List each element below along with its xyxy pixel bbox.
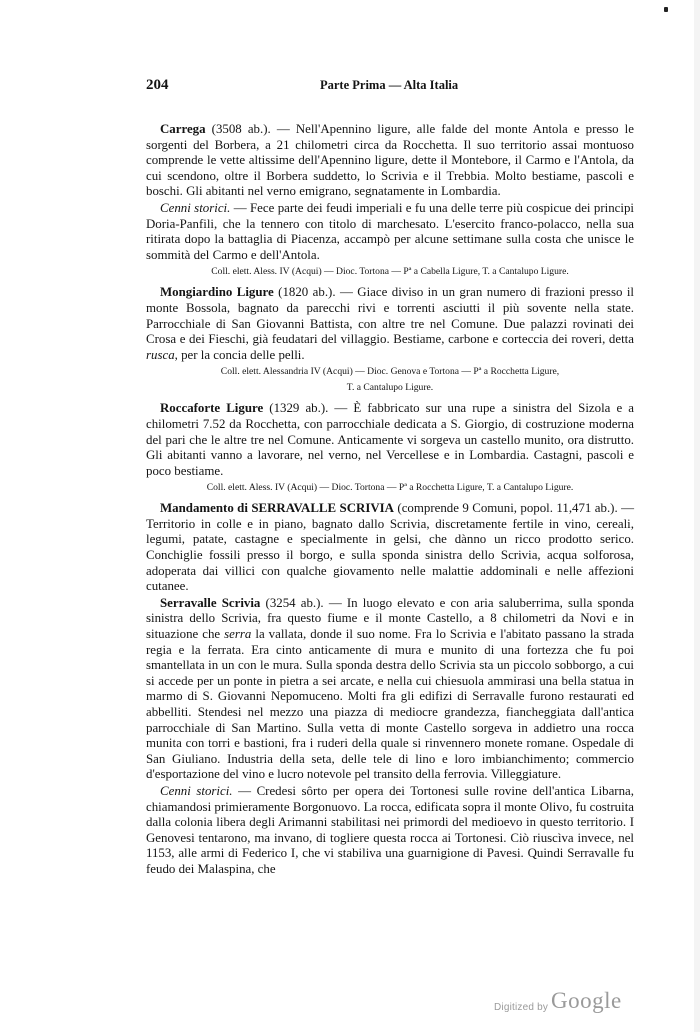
digitized-watermark <box>494 988 654 1018</box>
entry-name: Mandamento di SERRAVALLE SCRIVIA <box>160 501 394 516</box>
entry-text: — Credesi sôrto per opera dei Tortonesi sulle rovine dell'antica Libarna, chiamandosi primieramente Borgonuovo. La rocca, edificata sopra il monte Olivo, fu costruita dalla colonia libera degli Arimanni stabilitasi nei primordi del medioevo in questo territorio. I Genovesi tentarono, ma invano, di togliere questa rocca ai Tortonesi. Ciò riuscìva invece, nel 1153, alle armi di Federico I, che vi stabiliva una guarnigione di Pavesi. Quindi Serravalle fu feudo dei Malaspina, che <box>146 783 634 876</box>
google-logo: Google <box>551 988 622 1013</box>
entry-note: Coll. elett. Alessandria IV (Acqui) — Dioc. Genova e Tortona — Pª a Rocchetta Ligure, <box>220 366 560 378</box>
entry-note: Coll. elett. Aless. IV (Acqui) — Dioc. Tortona — Pª a Cabella Ligure, T. a Cantalupo Ligure. <box>211 266 569 278</box>
page-edge <box>694 0 700 1032</box>
entry-text: — Fece parte dei feudi imperiali e fu una delle terre più cospicue dei principi Doria-Panfili, che la tennero con titolo di marchesato. L'esercito franco-polacco, nella sua ritirata dopo la battaglia di Piacenza, accampò per alcune settimane sulla costa che unisce le sommità del Carmo e dell'Antola. <box>146 200 634 262</box>
entry-roccaforte <box>146 401 634 479</box>
entry-text: (3254 ab.). — In luogo elevato e con aria saluberrima, sulla sponda sinistra dello Scrivia, fra questo fiume e il monte Castello, a 8 chilometri da Novi e in situazione che <box>146 595 634 642</box>
page-header <box>146 77 634 97</box>
entry-carrega-history <box>146 201 634 263</box>
entry-text: , per la concia delle pelli. <box>174 347 305 362</box>
entry-serravalle <box>146 596 634 783</box>
entry-text: (1329 ab.). — È fabbricato sur una rupe a sinistra del Sizola e a chilometri 7.52 da Rocchetta, con parrocchiale dedicata a S. Giorgio, di costruzione moderna del pari che le altre tre nel Comune. Anticamente vi sorgeva un castello munito, ora distrutto. Gli abitanti vanno a lavorare, nel verno, nel Vercellese e in Lombardia. Castagni, pascoli e poco bestiame. <box>146 401 634 478</box>
entry-name: Serravalle Scrivia <box>160 595 261 610</box>
page-number: 204 <box>146 77 169 93</box>
italic-term: serra <box>224 627 252 642</box>
entry-text: la vallata, donde il suo nome. Fra lo Scrivia e l'abitato passano la strada regia e la ferrata. Era cinto anticamente di mura e munito di una fortezza che fu poi smantellata in un con le mura. Sulla sponda destra dello Scrivia sta un piccolo sobborgo, a cui si accede per un ponte in pietra a sei arcate, e nella cui chiesuola ammirasi una bella statua in marmo di S. Giovanni Nepomuceno. Molti fra gli edifizi di Serravalle furono restaurati ed abbelliti. Stendesi nel mezzo una piazza di mediocre grandezza, fiancheggiata dall'antica parrocchiale di San Martino. Sulla vetta di monte Castello sorgeva in addietro una rocca munita con torri e bastioni, fra i ruderi della quale si rinvennero monete romane. Ospedale di San Giuliano. Industria della seta, delle tele di lino e loro imbianchimento; commercio d'esportazione del vino e lucro notevole pel transito della ferrovia. Villeggiature. <box>146 627 634 782</box>
entry-text: (3508 ab.). — Nell'Apennino ligure, alle falde del monte Antola e presso le sorgenti del Borbera, a 21 chilometri circa da Rocchetta. Il suo territorio assai montuoso comprende le vette altissime dell'Apennino ligure, dette il Montebore, il Carmo e l'Antola, da cui scendono, oltre il Borbera suddetto, lo Scrivia e il Trebbia. Molto bestiame, pascoli e boschi. Gli abitanti nel verno emigrano, segnatamente in Lombardia. <box>146 122 634 199</box>
entry-carrega <box>146 122 634 200</box>
entry-name: Mongiardino Ligure <box>160 285 274 300</box>
entry-serravalle-history <box>146 784 634 878</box>
entry-text: (comprende 9 Comuni, popol. 11,471 ab.). — Territorio in colle e in piano, bagnato dallo Scrivia, discretamente fertile in vino, cereali, legumi, patate, castagne e specialmente in gelsi, che dànno un ricco prodotto serico. Conchiglie fossili presso il borgo, e sulla sponda sinistra dello Scrivia, acqua solforosa, adoperata dai villici con qualche giovamento nelle malattie addominali e nelle affezioni cutanee. <box>146 501 634 594</box>
digitized-by-label: Digitized by <box>494 1002 549 1013</box>
entry-mongiardino <box>146 285 634 363</box>
entry-name: Carrega <box>160 122 206 136</box>
cenni-storici-label: Cenni storici. <box>160 783 233 798</box>
entry-note: Coll. elett. Aless. IV (Acqui) — Dioc. Tortona — Pª a Rocchetta Ligure, T. a Cantalupo Ligure. <box>206 482 574 494</box>
entry-mandamento <box>146 501 634 595</box>
body-text <box>146 122 634 879</box>
italic-term: rusca <box>146 347 175 362</box>
ink-speck <box>664 7 668 12</box>
entry-note-cont: T. a Cantalupo Ligure. <box>346 382 434 394</box>
entry-text: (1820 ab.). — Giace diviso in un gran numero di frazioni presso il monte Bossola, bagnato da parecchi rivi e torrenti asciutti il più sovente nella state. Parrocchiale di San Giovanni Battista, con altre tre nel Comune. Due palazzi rovinati dei Crosa e dei Fieschi, già feudatari del villaggio. Bestiame, carbone e corteccia dei roveri, detta <box>146 285 634 347</box>
running-title: Parte Prima — Alta Italia <box>320 78 459 92</box>
entry-name: Roccaforte Ligure <box>160 401 264 416</box>
cenni-storici-label: Cenni storici. <box>160 200 231 215</box>
